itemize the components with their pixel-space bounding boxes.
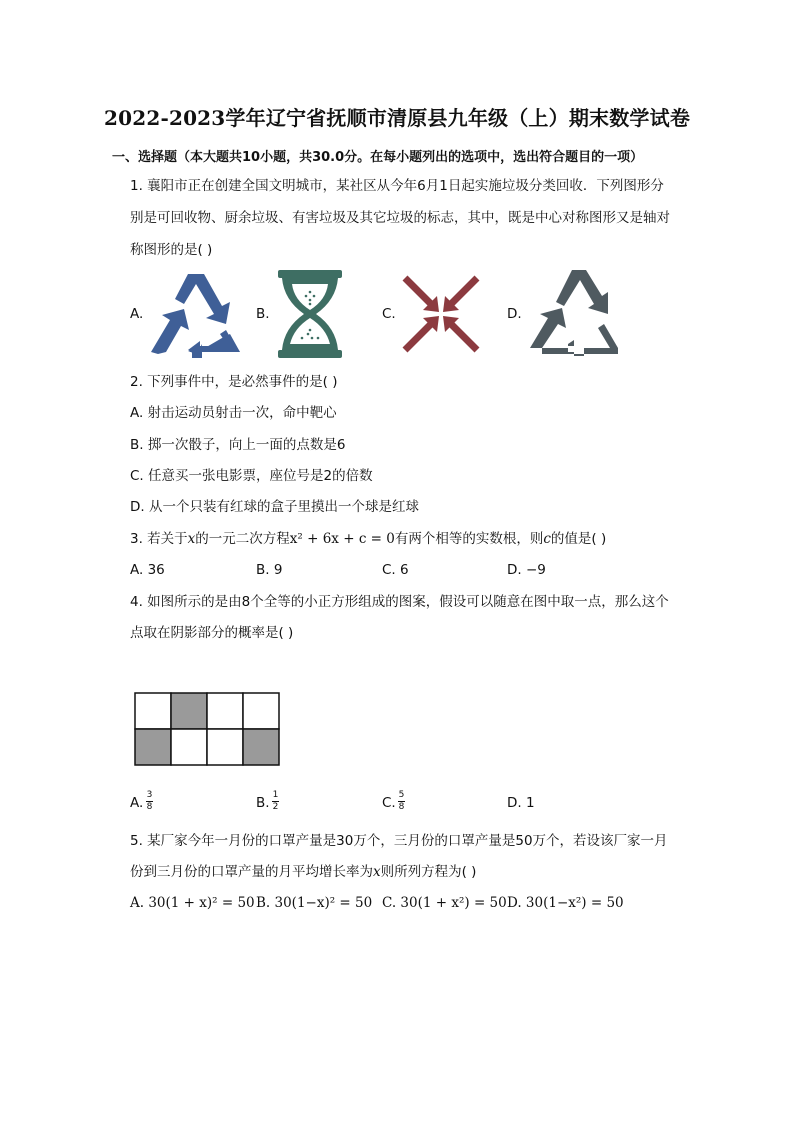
section-heading: 一、选择题（本大题共10小题，共30.0分。在每小题列出的选项中，选出符合题目的一项） xyxy=(112,150,644,165)
q4-option-d-label: D. xyxy=(507,795,522,811)
q4-option-d-value: 1 xyxy=(526,795,535,811)
grid-cell-shaded xyxy=(171,693,207,729)
q3-option-c: C. 6 xyxy=(382,562,409,578)
recyclable-symbol-icon xyxy=(148,268,244,358)
q3-var-x: x xyxy=(187,531,196,547)
q1-option-d-label: D. xyxy=(507,306,522,322)
grid-cell xyxy=(207,693,243,729)
q5-line1: 5. 某厂家今年一月份的口罩产量是30万个，三月份的口罩产量是50万个，若设该厂家一月 xyxy=(130,833,668,849)
q2-option-d: D. 从一个只装有红球的盒子里摸出一个球是红球 xyxy=(130,499,419,515)
grid-cell-shaded xyxy=(243,729,279,765)
q5-line2-a: 份到三月份的口罩产量的月平均增长率为 xyxy=(130,864,373,880)
q1-option-a-label: A. xyxy=(130,306,144,322)
fraction-numerator: 3 xyxy=(146,790,153,800)
q1-line3: 称图形的是( ) xyxy=(130,242,213,258)
q3-mid: 的一元二次方程 xyxy=(195,531,290,547)
q1-option-c-label: C. xyxy=(382,306,396,322)
fraction-denominator: 8 xyxy=(146,802,153,812)
q2-option-b: B. 掷一次骰子，向上一面的点数是6 xyxy=(130,437,346,453)
q4-line1: 4. 如图所示的是由8个全等的小正方形组成的图案，假设可以随意在图中取一点，那么这个 xyxy=(130,594,669,610)
q4-option-a-label: A. xyxy=(130,795,144,811)
grid-cell-shaded xyxy=(135,729,171,765)
q5-line2-b: 则所列方程为( ) xyxy=(380,864,477,880)
q5-var-x: x xyxy=(373,864,381,880)
q2-option-a: A. 射击运动员射击一次，命中靶心 xyxy=(130,405,337,421)
q3-stem xyxy=(130,529,606,549)
grid-cell xyxy=(135,693,171,729)
q5-option-a: A. 30(1 + x)² = 50 xyxy=(130,895,255,911)
q3-equation: x² + 6x + c = 0 xyxy=(289,531,395,547)
kitchen-waste-symbol-icon xyxy=(278,270,342,358)
fraction-numerator: 1 xyxy=(272,790,279,800)
q3-mid2: 有两个相等的实数根，则 xyxy=(394,531,544,547)
grid-cell xyxy=(243,693,279,729)
q4-option-c-fraction xyxy=(398,791,405,812)
q5-option-b: B. 30(1−x)² = 50 xyxy=(256,895,373,911)
q2-option-c: C. 任意买一张电影票，座位号是2的倍数 xyxy=(130,468,373,484)
q5-line2 xyxy=(130,862,476,882)
grid-cell xyxy=(171,729,207,765)
q4-option-c-label: C. xyxy=(382,795,396,811)
q4-option-b-fraction xyxy=(272,791,279,812)
other-waste-symbol-icon xyxy=(528,266,622,358)
fraction-numerator: 5 xyxy=(398,790,405,800)
fraction-denominator: 2 xyxy=(272,802,279,812)
hazardous-waste-symbol-icon xyxy=(403,276,479,352)
q3-suffix: 的值是( ) xyxy=(550,531,607,547)
q3-option-a: A. 36 xyxy=(130,562,165,578)
q1-line1: 1. 襄阳市正在创建全国文明城市，某社区从今年6月1日起实施垃圾分类回收．下列图形分 xyxy=(130,178,664,194)
q3-option-d: D. −9 xyxy=(507,562,546,578)
q3-option-b: B. 9 xyxy=(256,562,283,578)
q4-option-a-fraction xyxy=(146,791,153,812)
square-grid-figure xyxy=(134,692,280,768)
q5-option-c: C. 30(1 + x²) = 50 xyxy=(382,895,507,911)
grid-cell xyxy=(207,729,243,765)
q4-line2: 点取在阴影部分的概率是( ) xyxy=(130,625,294,641)
fraction-denominator: 8 xyxy=(398,802,405,812)
q2-stem: 2. 下列事件中，是必然事件的是( ) xyxy=(130,374,338,390)
q3-prefix: 3. 若关于 xyxy=(130,531,188,547)
q5-option-d: D. 30(1−x²) = 50 xyxy=(507,895,624,911)
page-title: 2022-2023学年辽宁省抚顺市清原县九年级（上）期末数学试卷 xyxy=(103,106,691,130)
q3-var-c: c xyxy=(543,531,551,547)
q1-line2: 别是可回收物、厨余垃圾、有害垃圾及其它垃圾的标志，其中，既是中心对称图形又是轴对 xyxy=(130,210,670,226)
q4-option-b-label: B. xyxy=(256,795,270,811)
q1-option-b-label: B. xyxy=(256,306,270,322)
